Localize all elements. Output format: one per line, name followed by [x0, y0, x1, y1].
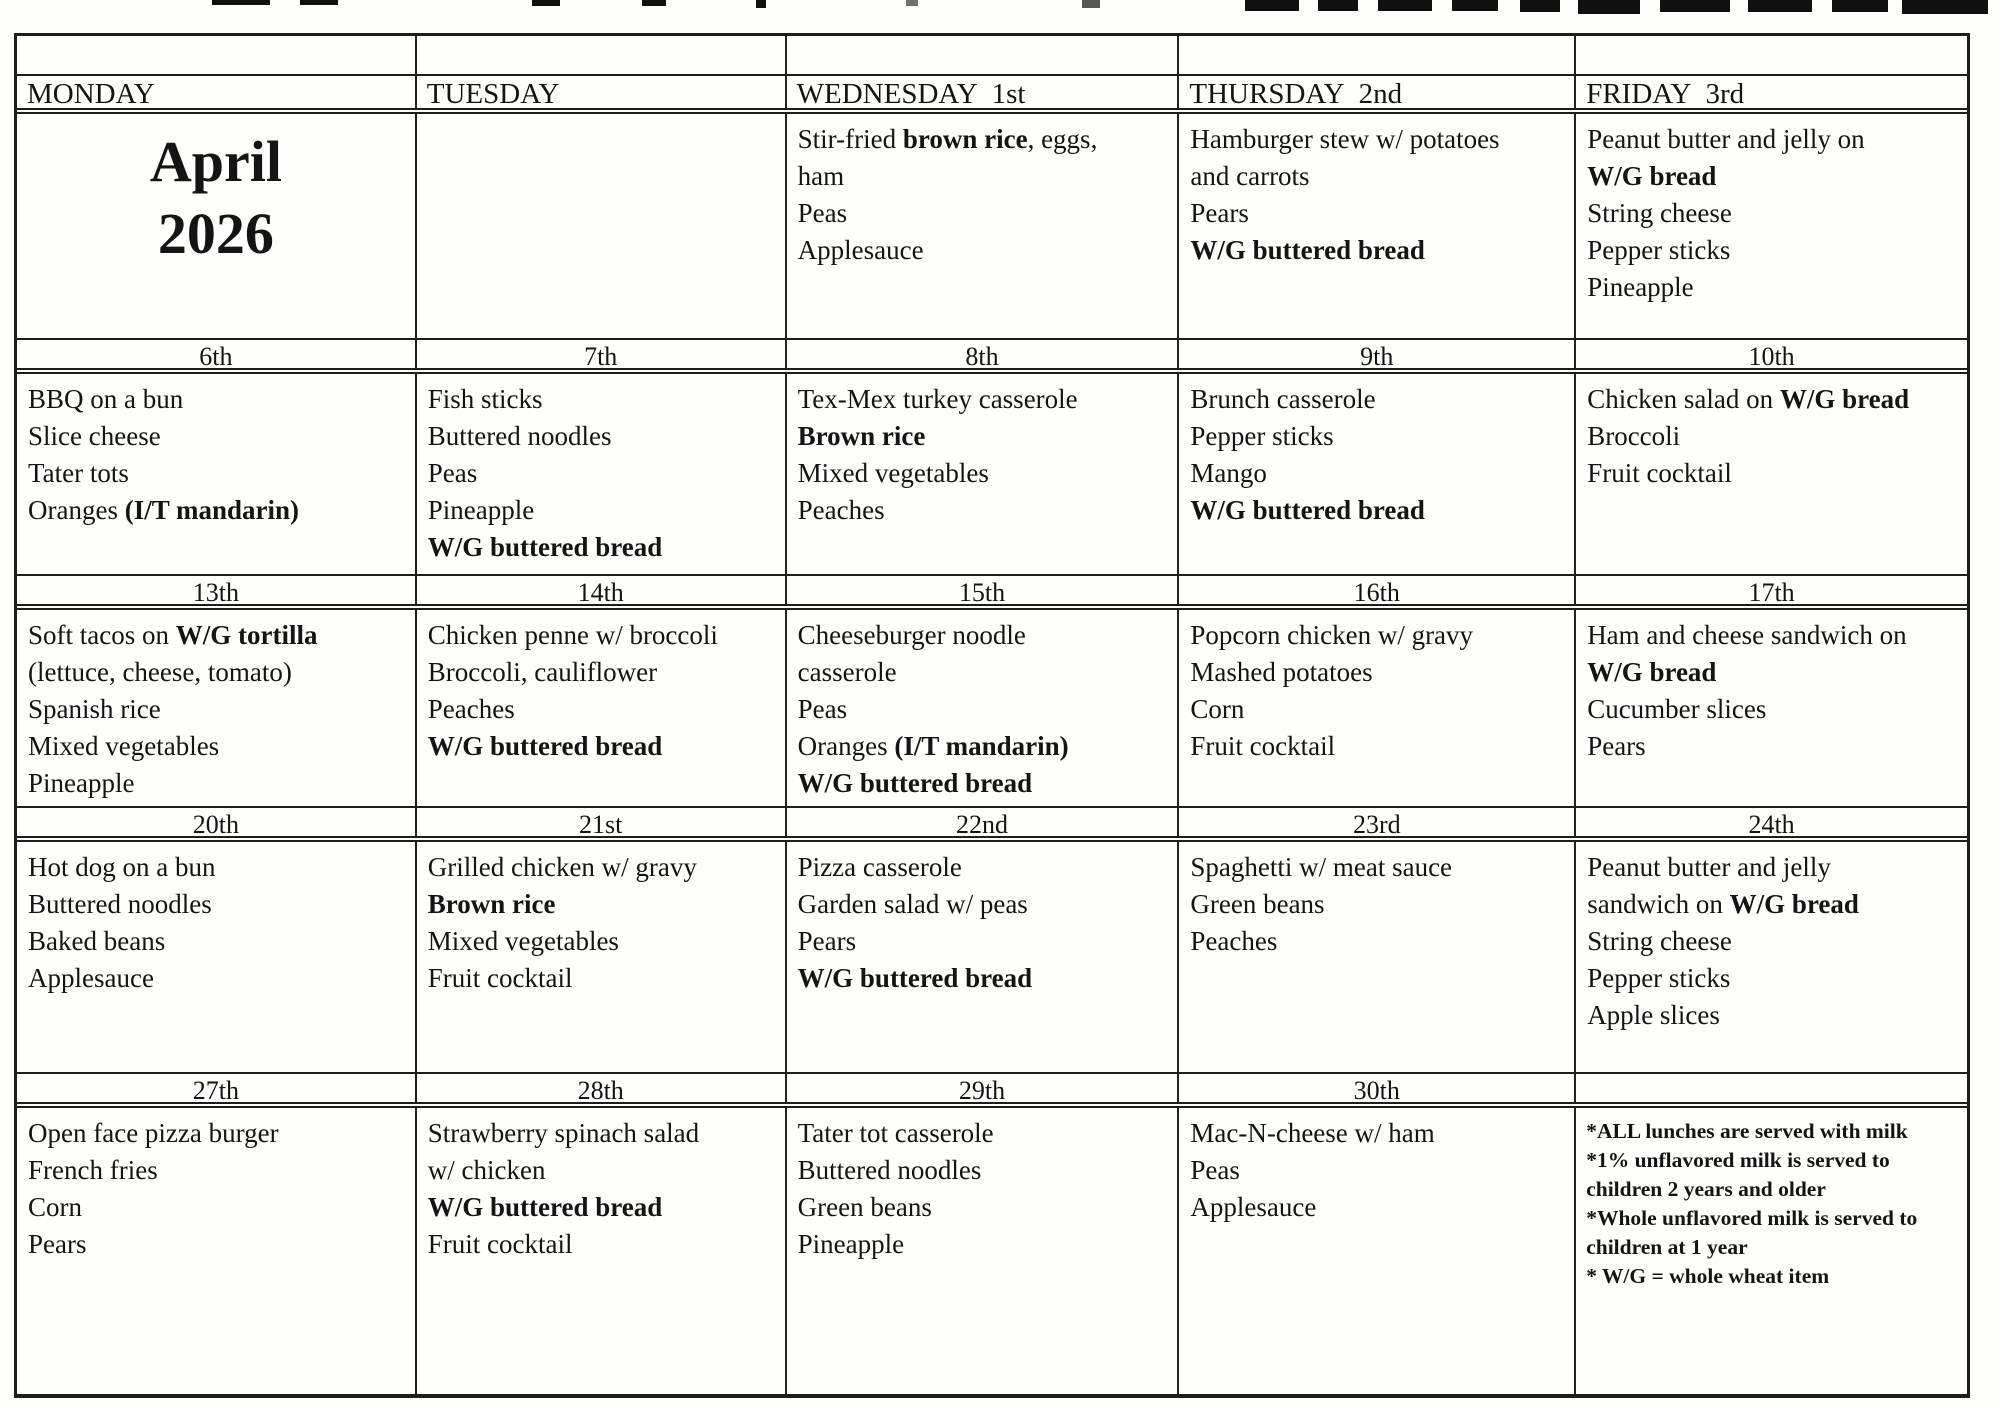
- scan-fragment: [532, 0, 560, 6]
- menu-item-bold-text: W/G buttered bread: [427, 1192, 663, 1222]
- menu-item-text: Chicken penne w/ broccoli: [427, 620, 718, 650]
- date-label-27th: 27th: [17, 1074, 417, 1102]
- menu-item-text: Apple slices: [1587, 1000, 1720, 1030]
- menu-item-text: Fruit cocktail: [1587, 458, 1732, 488]
- note-line: *ALL lunches are served with milk: [1586, 1119, 1908, 1143]
- day-header-wednesday: [787, 76, 1180, 108]
- day-header-row: [17, 76, 1967, 114]
- menu-item-line: [798, 617, 1174, 654]
- menu-item-text: Broccoli: [1587, 421, 1681, 451]
- menu-item-line: [1190, 232, 1570, 269]
- menu-cell-22nd: [787, 842, 1180, 1072]
- day-header-thursday: [1179, 76, 1576, 108]
- scan-fragment: [1520, 0, 1560, 12]
- menu-item-bold-text: W/G buttered bread: [1190, 495, 1425, 525]
- menu-item-text: Applesauce: [1190, 1192, 1317, 1222]
- menu-item-bold-text: W/G tortilla: [175, 620, 318, 650]
- menu-item-text: Pears: [1587, 731, 1646, 761]
- menu-item-bold-text: (I/T mandarin): [124, 495, 300, 525]
- menu-item-line: [798, 381, 1174, 418]
- menu-item-text: Spaghetti w/ meat sauce: [1190, 852, 1453, 882]
- day-date: 3rd: [1705, 78, 1745, 108]
- menu-item-line: [1190, 455, 1570, 492]
- menu-item-line: [1190, 691, 1570, 728]
- menu-item-line: [428, 654, 781, 691]
- menu-item-text: Applesauce: [797, 235, 924, 265]
- menu-cell-24th: [1576, 842, 1967, 1072]
- menu-item-text: , eggs,: [1027, 124, 1098, 154]
- menu-item-line: [28, 923, 411, 960]
- scan-fragment: [1902, 0, 1988, 14]
- day-header-tuesday: [417, 76, 787, 108]
- month-year-cell: [17, 114, 417, 338]
- menu-item-line: [428, 529, 781, 566]
- menu-item-line: [28, 849, 411, 886]
- calendar-weeks: [17, 114, 1967, 1344]
- menu-item-text: Strawberry spinach salad: [427, 1118, 700, 1148]
- menu-item-bold-text: W/G bread: [1779, 384, 1910, 414]
- scan-fragment: [642, 0, 666, 6]
- menu-item-text: Stir-fried: [797, 124, 903, 154]
- menu-item-bold-text: W/G buttered bread: [427, 731, 663, 761]
- date-label-23rd: 23rd: [1179, 808, 1576, 836]
- scan-fragment: [906, 0, 918, 6]
- menu-item-text: Pears: [1190, 198, 1249, 228]
- menu-item-text: Pizza casserole: [797, 852, 962, 882]
- menu-item-line: [28, 886, 411, 923]
- menu-item-bold-text: W/G buttered bread: [427, 532, 663, 562]
- menu-item-line: [1587, 997, 1963, 1034]
- menu-item-bold-text: brown rice: [902, 124, 1028, 154]
- menu-cell-8th: [787, 374, 1180, 574]
- menu-item-text: Peas: [427, 458, 478, 488]
- menu-item-text: Fruit cocktail: [427, 963, 573, 993]
- menu-item-text: Pineapple: [797, 1229, 905, 1259]
- menu-item-text: Garden salad w/ peas: [797, 889, 1028, 919]
- menu-item-text: Pineapple: [427, 495, 535, 525]
- scan-fragment: [756, 0, 766, 8]
- menu-item-text: Green beans: [1190, 889, 1325, 919]
- menu-item-line: [798, 886, 1174, 923]
- menu-item-line: [798, 1226, 1174, 1263]
- menu-item-text: Fruit cocktail: [427, 1229, 573, 1259]
- menu-item-line: [1190, 195, 1570, 232]
- menu-item-line: [1190, 1152, 1570, 1189]
- menu-item-line: [1587, 617, 1963, 654]
- menu-item-text: Buttered noodles: [28, 889, 212, 919]
- menu-item-text: casserole: [797, 657, 897, 687]
- day-header-friday: [1576, 76, 1967, 108]
- empty-cell: [787, 36, 1180, 74]
- month-label: April: [149, 129, 282, 194]
- menu-item-line: [798, 923, 1174, 960]
- menu-cell-15th: [787, 610, 1180, 806]
- menu-item-line: [1587, 960, 1963, 997]
- menu-item-text: w/ chicken: [427, 1155, 546, 1185]
- day-name: FRIDAY: [1586, 78, 1692, 108]
- date-row: [17, 808, 1967, 842]
- scan-fragment: [1378, 0, 1432, 11]
- menu-item-line: [798, 691, 1174, 728]
- empty-cell: [787, 1344, 1180, 1394]
- menu-item-bold-text: W/G bread: [1587, 161, 1717, 191]
- menu-week-row: [17, 374, 1967, 576]
- menu-item-text: Buttered noodles: [797, 1155, 982, 1185]
- menu-item-text: Tex-Mex turkey casserole: [797, 384, 1078, 414]
- empty-cell: [1179, 36, 1576, 74]
- menu-cell-7th: [417, 374, 787, 574]
- menu-cell-28th: [417, 1108, 787, 1344]
- menu-item-line: [1190, 728, 1570, 765]
- menu-cell-27th: [17, 1108, 417, 1344]
- menu-item-text: Pepper sticks: [1190, 421, 1334, 451]
- date-label-7th: 7th: [417, 340, 787, 368]
- menu-item-text: Peaches: [1190, 926, 1278, 956]
- menu-item-line: [1587, 195, 1963, 232]
- menu-week-row: [17, 842, 1967, 1074]
- day-date: 2nd: [1358, 78, 1403, 108]
- empty-top-row: [17, 36, 1967, 76]
- menu-item-line: [28, 455, 411, 492]
- menu-item-line: [798, 1115, 1174, 1152]
- date-label-22nd: 22nd: [787, 808, 1180, 836]
- menu-item-line: [28, 1115, 411, 1152]
- menu-item-bold-text: Brown rice: [427, 889, 556, 919]
- menu-item-line: [798, 455, 1174, 492]
- date-label-14th: 14th: [417, 576, 787, 604]
- menu-item-bold-text: W/G buttered bread: [1190, 235, 1425, 265]
- menu-item-text: Mashed potatoes: [1190, 657, 1373, 687]
- menu-item-text: Ham and cheese sandwich on: [1587, 620, 1907, 650]
- menu-item-text: Peaches: [427, 694, 515, 724]
- menu-item-text: Mixed vegetables: [797, 458, 989, 488]
- day-name: MONDAY: [27, 78, 155, 108]
- day-name: TUESDAY: [426, 78, 560, 108]
- menu-item-text: Pepper sticks: [1587, 963, 1731, 993]
- menu-item-text: Mixed vegetables: [28, 731, 220, 761]
- menu-item-line: [1587, 886, 1963, 923]
- date-label-6th: 6th: [17, 340, 417, 368]
- menu-week-row: [17, 610, 1967, 808]
- empty-bottom-row: [17, 1344, 1967, 1394]
- menu-item-line: [428, 1226, 781, 1263]
- menu-item-text: (lettuce, cheese, tomato): [28, 657, 292, 687]
- empty-cell: [1576, 1344, 1967, 1394]
- menu-item-line: [798, 960, 1174, 997]
- menu-item-text: Fish sticks: [427, 384, 543, 414]
- menu-item-line: [798, 654, 1174, 691]
- scan-fragment: [300, 0, 338, 5]
- date-label-20th: 20th: [17, 808, 417, 836]
- menu-item-line: [428, 381, 781, 418]
- scan-fragment: [1082, 0, 1100, 8]
- menu-item-line: [798, 121, 1174, 158]
- menu-item-text: Corn: [1190, 694, 1245, 724]
- menu-item-line: [1587, 923, 1963, 960]
- empty-cell: [1179, 1344, 1576, 1394]
- menu-item-line: [28, 1152, 411, 1189]
- menu-item-text: Hamburger stew w/ potatoes: [1190, 124, 1500, 154]
- menu-item-text: Fruit cocktail: [1190, 731, 1336, 761]
- empty-cell: [417, 1344, 787, 1394]
- menu-item-bold-text: W/G bread: [1587, 657, 1717, 687]
- empty-cell: [417, 36, 787, 74]
- date-row: [17, 340, 1967, 374]
- menu-item-line: [28, 728, 411, 765]
- menu-item-line: [1190, 923, 1570, 960]
- menu-item-line: [428, 691, 781, 728]
- menu-item-text: sandwich on: [1587, 889, 1730, 919]
- date-label-10th: 10th: [1748, 342, 1795, 368]
- menu-item-line: [1190, 617, 1570, 654]
- menu-item-line: [1587, 381, 1963, 418]
- menu-cell-6th: [17, 374, 417, 574]
- menu-item-line: [1190, 418, 1570, 455]
- menu-item-text: Peas: [797, 198, 848, 228]
- menu-item-text: and carrots: [1190, 161, 1310, 191]
- day-date: 1st: [991, 78, 1026, 108]
- menu-item-bold-text: W/G buttered bread: [797, 963, 1033, 993]
- menu-item-text: Pepper sticks: [1587, 235, 1731, 265]
- menu-cell-9th: [1179, 374, 1576, 574]
- menu-item-line: [1190, 849, 1570, 886]
- menu-item-text: Peas: [797, 694, 848, 724]
- menu-item-line: [28, 381, 411, 418]
- date-label-8th: 8th: [787, 340, 1180, 368]
- menu-item-text: Slice cheese: [28, 421, 161, 451]
- date-label-28th: 28th: [417, 1074, 787, 1102]
- menu-cell: [417, 114, 787, 338]
- menu-item-line: [28, 418, 411, 455]
- date-label-30th: 30th: [1179, 1074, 1576, 1102]
- scan-fragment: [1660, 0, 1730, 12]
- scan-fragment: [1245, 0, 1299, 11]
- menu-item-line: [1587, 418, 1963, 455]
- menu-item-line: [1190, 381, 1570, 418]
- date-label-16th: 16th: [1179, 576, 1576, 604]
- menu-cell-13th: [17, 610, 417, 806]
- menu-item-text: String cheese: [1587, 198, 1732, 228]
- menu-cell: [787, 114, 1180, 338]
- empty-cell: [1576, 36, 1967, 74]
- menu-item-text: Applesauce: [28, 963, 154, 993]
- menu-item-text: Oranges: [28, 495, 125, 525]
- menu-week-row: [17, 1108, 1967, 1344]
- menu-item-line: [798, 1189, 1174, 1226]
- menu-item-line: [1190, 1115, 1570, 1152]
- menu-cell-20th: [17, 842, 417, 1072]
- menu-item-line: [1190, 654, 1570, 691]
- menu-item-line: [1587, 455, 1963, 492]
- menu-item-line: [428, 455, 781, 492]
- menu-item-bold-text: W/G bread: [1729, 889, 1859, 919]
- menu-item-text: Peanut butter and jelly: [1587, 852, 1831, 882]
- menu-item-line: [428, 1189, 781, 1226]
- menu-cell: [1576, 114, 1967, 338]
- menu-item-bold-text: Brown rice: [797, 421, 926, 451]
- menu-item-text: Pears: [797, 926, 857, 956]
- menu-item-bold-text: (I/T mandarin): [894, 731, 1069, 761]
- scan-fragment: [1452, 0, 1498, 11]
- menu-item-line: [28, 1226, 411, 1263]
- menu-item-line: [1190, 492, 1570, 529]
- note-line: *Whole unflavored milk is served to children at 1 year: [1586, 1206, 1918, 1259]
- menu-item-text: Tater tots: [28, 458, 129, 488]
- date-label-29th: 29th: [787, 1074, 1180, 1102]
- menu-item-text: BBQ on a bun: [28, 384, 184, 414]
- empty-cell: [17, 36, 417, 74]
- menu-item-text: Green beans: [797, 1192, 932, 1222]
- menu-item-line: [798, 728, 1174, 765]
- menu-item-line: [798, 158, 1174, 195]
- menu-item-line: [428, 617, 781, 654]
- menu-item-line: [798, 1152, 1174, 1189]
- menu-item-line: [428, 492, 781, 529]
- date-row: [17, 1074, 1967, 1108]
- menu-cell-16th: [1179, 610, 1576, 806]
- year-label: 2026: [157, 201, 274, 266]
- menu-item-line: [1190, 1189, 1570, 1226]
- menu-item-text: Soft tacos on: [28, 620, 176, 650]
- menu-cell-23rd: [1179, 842, 1576, 1072]
- menu-item-text: Peaches: [797, 495, 885, 525]
- menu-item-line: [28, 960, 411, 997]
- menu-item-line: [798, 849, 1174, 886]
- menu-item-line: [1587, 728, 1963, 765]
- menu-cell-30th: [1179, 1108, 1576, 1344]
- menu-item-text: Grilled chicken w/ gravy: [427, 852, 697, 882]
- menu-item-text: Spanish rice: [28, 694, 161, 724]
- menu-item-line: [798, 765, 1174, 802]
- scan-fragment: [1318, 0, 1358, 11]
- menu-item-line: [1190, 158, 1570, 195]
- menu-item-text: Buttered noodles: [427, 421, 612, 451]
- menu-item-text: Corn: [28, 1192, 82, 1222]
- date-cell-empty: [1576, 1074, 1967, 1102]
- menu-item-text: Oranges: [797, 731, 895, 761]
- menu-item-text: Cucumber slices: [1587, 694, 1767, 724]
- menu-item-text: Mango: [1190, 458, 1267, 488]
- menu-item-line: [428, 849, 781, 886]
- menu-cell-21st: [417, 842, 787, 1072]
- menu-item-line: [428, 960, 781, 997]
- menu-item-line: [428, 1152, 781, 1189]
- menu-item-text: Pears: [28, 1229, 87, 1259]
- menu-item-text: Cheeseburger noodle: [797, 620, 1026, 650]
- menu-item-text: Open face pizza burger: [28, 1118, 279, 1148]
- menu-item-line: [798, 232, 1174, 269]
- date-label-9th: 9th: [1179, 340, 1576, 368]
- menu-item-line: [428, 728, 781, 765]
- menu-calendar-table: [14, 33, 1970, 1398]
- menu-item-text: Mixed vegetables: [427, 926, 619, 956]
- menu-item-line: [798, 195, 1174, 232]
- menu-item-line: [1190, 886, 1570, 923]
- menu-item-line: [28, 1189, 411, 1226]
- scan-fragment: [1748, 0, 1812, 12]
- menu-item-text: Pineapple: [28, 768, 135, 798]
- menu-item-text: Peanut butter and jelly on: [1587, 124, 1865, 154]
- scan-fragment: [212, 0, 270, 5]
- date-row: [17, 576, 1967, 610]
- menu-cell-10th: [1576, 374, 1967, 574]
- menu-item-line: [28, 617, 411, 654]
- menu-item-text: Brunch casserole: [1190, 384, 1376, 414]
- menu-item-line: [1587, 232, 1963, 269]
- menu-item-text: Pineapple: [1587, 272, 1694, 302]
- menu-item-line: [428, 418, 781, 455]
- menu-cell-14th: [417, 610, 787, 806]
- menu-item-text: Broccoli, cauliflower: [427, 657, 658, 687]
- menu-item-line: [428, 923, 781, 960]
- menu-item-line: [1587, 691, 1963, 728]
- menu-item-text: String cheese: [1587, 926, 1732, 956]
- note-line: *1% unflavored milk is served to children 2 years and older: [1586, 1148, 1890, 1201]
- date-label-24th: 24th: [1748, 810, 1795, 836]
- menu-item-text: Peas: [1190, 1155, 1240, 1185]
- menu-cell: [1179, 114, 1576, 338]
- day-header-monday: [17, 76, 417, 108]
- date-label-17th: 17th: [1748, 578, 1795, 604]
- menu-item-text: Popcorn chicken w/ gravy: [1190, 620, 1474, 650]
- empty-cell: [17, 1344, 417, 1394]
- date-label-15th: 15th: [787, 576, 1180, 604]
- day-name: WEDNESDAY: [796, 78, 978, 108]
- menu-item-text: Hot dog on a bun: [28, 852, 216, 882]
- menu-item-line: [798, 418, 1174, 455]
- menu-item-line: [1190, 121, 1570, 158]
- day-name: THURSDAY: [1189, 78, 1345, 108]
- menu-item-text: ham: [797, 161, 845, 191]
- menu-item-line: [28, 691, 411, 728]
- scan-fragment: [1832, 0, 1888, 12]
- menu-item-text: Chicken salad on: [1587, 384, 1780, 414]
- menu-item-line: [1587, 121, 1963, 158]
- menu-item-line: [798, 492, 1174, 529]
- menu-item-line: [428, 1115, 781, 1152]
- menu-item-line: [1587, 849, 1963, 886]
- milk-notes-cell: [1576, 1108, 1967, 1344]
- menu-week-row: [17, 114, 1967, 340]
- scan-fragment: [1578, 0, 1640, 14]
- menu-item-line: [1587, 158, 1963, 195]
- menu-item-line: [1587, 269, 1963, 306]
- date-label-13th: 13th: [17, 576, 417, 604]
- menu-item-bold-text: W/G buttered bread: [797, 768, 1033, 798]
- menu-cell-29th: [787, 1108, 1180, 1344]
- menu-item-text: Tater tot casserole: [797, 1118, 994, 1148]
- menu-item-line: [1587, 654, 1963, 691]
- note-line: * W/G = whole wheat item: [1586, 1264, 1830, 1288]
- menu-item-text: French fries: [28, 1155, 158, 1185]
- menu-item-line: [28, 492, 411, 529]
- menu-item-text: Mac-N-cheese w/ ham: [1190, 1118, 1435, 1148]
- date-label-21st: 21st: [417, 808, 787, 836]
- menu-item-text: Baked beans: [28, 926, 166, 956]
- menu-cell-17th: [1576, 610, 1967, 806]
- menu-item-line: [28, 654, 411, 691]
- menu-item-line: [428, 886, 781, 923]
- menu-item-line: [28, 765, 411, 802]
